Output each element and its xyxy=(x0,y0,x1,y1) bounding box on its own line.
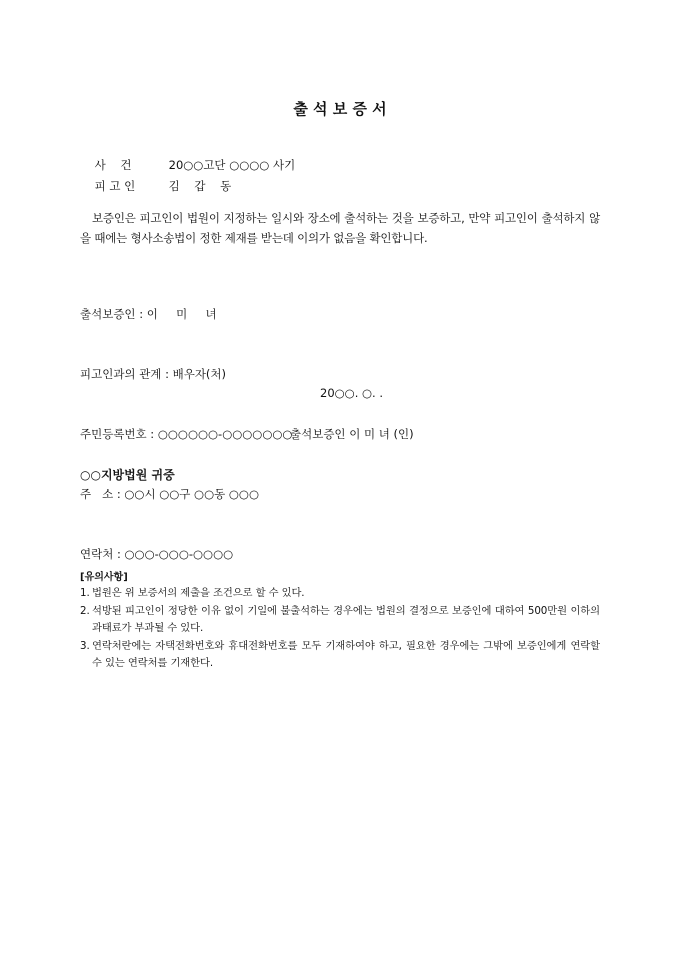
case-label: 사 건 xyxy=(94,158,132,172)
guarantor-address: 주 소 : ○○시 ○○구 ○○동 ○○○ xyxy=(80,487,259,501)
guarantor-info xyxy=(80,264,292,604)
note-text: 법원은 위 보증서의 제출을 조건으로 할 수 있다. xyxy=(92,587,305,599)
notes-heading: [유의사항] xyxy=(80,572,128,583)
note-item xyxy=(80,585,600,603)
defendant-label: 피 고 인 xyxy=(94,179,136,193)
defendant-row xyxy=(80,165,231,207)
note-item xyxy=(80,603,600,638)
signer-line: 출석보증인 이 미 녀 (인) xyxy=(290,427,414,441)
guarantee-statement: 보증인은 피고인이 법원이 지정하는 일시와 장소에 출석하는 것을 보증하고, 만약 피고인이 출석하지 않을 때에는 형사소송법이 정한 제재를 받는데 이의가 없음을 확인합니다. xyxy=(80,211,600,245)
note-text: 석방된 피고인이 정당한 이유 없이 기일에 불출석하는 경우에는 법원의 결정으로 보증인에 대하여 500만원 이하의 과태료가 부과될 수 있다. xyxy=(92,604,600,634)
note-item xyxy=(80,638,600,673)
case-value: 20○○고단 ○○○○ 사기 xyxy=(168,158,296,172)
defendant-value: 김 갑 동 xyxy=(168,179,232,193)
guarantor-resident-number: 주민등록번호 : ○○○○○○-○○○○○○○ xyxy=(80,427,293,441)
guarantor-relationship: 피고인과의 관계 : 배우자(처) xyxy=(80,367,227,381)
note-number: 2. xyxy=(80,604,90,617)
document-title: 출 석 보 증 서 xyxy=(293,100,387,118)
guarantor-name: 출석보증인 : 이 미 녀 xyxy=(80,307,217,321)
guarantor-contact: 연락처 : ○○○-○○○-○○○○ xyxy=(80,547,234,561)
document-date: 20○○. ○. . xyxy=(320,386,384,400)
note-number: 1. xyxy=(80,587,90,599)
court-addressee: ○○지방법원 귀중 xyxy=(80,468,175,482)
note-text: 연락처란에는 자택전화번호와 휴대전화번호를 모두 기재하여야 하고, 필요한 경우에는 그밖에 보증인에게 연락할 수 있는 연락처를 기재한다. xyxy=(92,639,600,669)
notes-list xyxy=(80,585,600,673)
note-number: 3. xyxy=(80,639,90,652)
